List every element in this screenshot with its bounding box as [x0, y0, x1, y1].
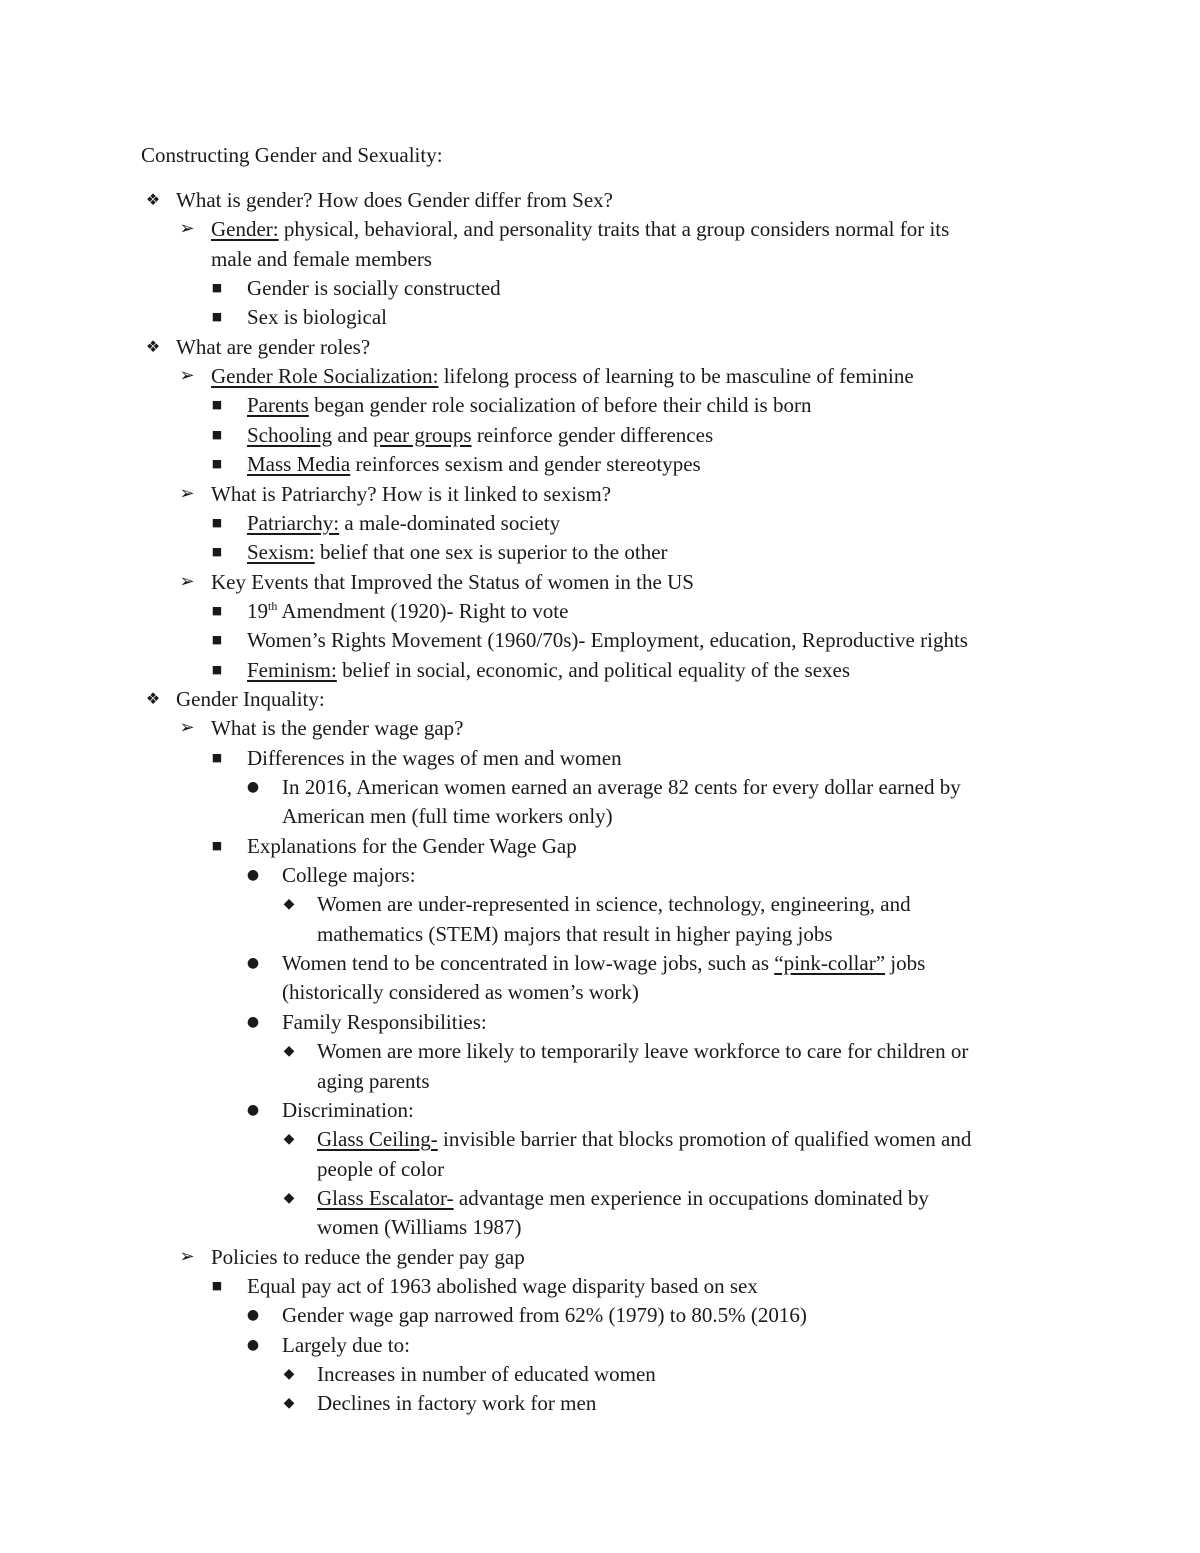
text-run: Women are more likely to temporarily leave workforce to care for children or — [317, 1039, 969, 1064]
diamond-bullet-icon: ◆ — [283, 1189, 295, 1206]
outline-item-text — [317, 889, 911, 919]
outline-item-text — [317, 1212, 521, 1242]
outline-item-text — [282, 1095, 414, 1125]
outline-item-text — [317, 1036, 968, 1066]
outline-item-text — [176, 185, 613, 215]
text-run: Key Events that Improved the Status of women in the US — [211, 569, 694, 594]
outline-item-text — [282, 860, 416, 890]
text-run: began gender role socialization of before their child is born — [308, 393, 812, 418]
square-bullet-icon: ■ — [211, 457, 223, 471]
text-run: Policies to reduce the gender pay gap — [211, 1244, 525, 1269]
text-run: jobs — [885, 951, 926, 976]
text-run: Women tend to be concentrated in low-wage jobs, such as — [282, 951, 775, 976]
text-run: Gender wage gap narrowed from 62% (1979) to 80.5% (2016) — [282, 1303, 807, 1328]
text-run: Gender Inquality: — [176, 686, 325, 711]
four-diamond-bullet-icon: ❖ — [145, 190, 161, 209]
text-run: belief in social, economic, and political equality of the sexes — [336, 657, 851, 682]
text-run: What are gender roles? — [176, 334, 371, 359]
outline-item-text — [247, 625, 968, 655]
outline-item-text — [282, 948, 925, 978]
outline-item-text — [247, 508, 560, 538]
outline-item-text — [282, 801, 613, 831]
underlined-term: Parents — [247, 393, 309, 418]
text-run: Sex is biological — [247, 305, 387, 330]
outline-item-text — [211, 567, 694, 597]
outline-item-text — [247, 273, 501, 303]
superscript: th — [268, 598, 278, 613]
text-run: aging parents — [317, 1068, 430, 1093]
text-run: and — [332, 422, 373, 447]
arrowhead-bullet-icon: ➢ — [179, 1245, 195, 1267]
diamond-bullet-icon: ◆ — [283, 896, 295, 913]
outline-item-text — [317, 1183, 929, 1213]
text-run: What is gender? How does Gender differ from Sex? — [176, 188, 613, 212]
four-diamond-bullet-icon: ❖ — [145, 336, 161, 356]
text-run: Declines in factory work for men — [317, 1391, 597, 1416]
outline-item-text — [211, 361, 914, 391]
outline-item-text — [247, 390, 811, 420]
text-run: College majors: — [282, 863, 416, 888]
underlined-term: Schooling — [247, 422, 333, 447]
outline-item-text — [211, 713, 463, 743]
text-run: What is Patriarchy? How is it linked to sexism? — [211, 481, 612, 506]
text-run: physical, behavioral, and personality traits that a group considers normal for its — [278, 217, 950, 242]
arrowhead-bullet-icon: ➢ — [179, 365, 195, 387]
text-run: Amendment (1920)- Right to vote — [277, 598, 569, 623]
round-bullet-icon: ● — [246, 955, 260, 972]
text-run: Women’s Rights Movement (1960/70s)- Employment, education, Reproductive rights — [247, 628, 968, 653]
text-run: people of color — [317, 1156, 445, 1181]
square-bullet-icon: ■ — [211, 633, 223, 647]
outline-item-text — [247, 596, 568, 626]
text-run: reinforces sexism and gender stereotypes — [350, 452, 701, 477]
square-bullet-icon: ■ — [211, 515, 223, 529]
text-run: Gender is socially constructed — [247, 276, 501, 301]
round-bullet-icon: ● — [246, 1013, 260, 1030]
square-bullet-icon: ■ — [211, 310, 223, 324]
square-bullet-icon: ■ — [211, 281, 223, 295]
square-bullet-icon: ■ — [211, 545, 223, 559]
text-run: Largely due to: — [282, 1332, 410, 1357]
underlined-term: Patriarchy: — [247, 510, 340, 535]
underlined-term: Sexism: — [247, 540, 315, 565]
round-bullet-icon: ● — [246, 1101, 260, 1118]
underlined-term: “pink-collar” — [774, 951, 886, 976]
text-run: Women are under-represented in science, technology, engineering, and — [317, 892, 911, 917]
outline-item-text — [247, 1271, 758, 1301]
four-diamond-bullet-icon: ❖ — [145, 688, 161, 708]
square-bullet-icon: ■ — [211, 427, 223, 441]
outline-item-text — [282, 1007, 487, 1037]
outline-item-text — [211, 479, 611, 509]
text-run: women (Williams 1987) — [317, 1215, 522, 1240]
text-run: Explanations for the Gender Wage Gap — [247, 833, 577, 858]
arrowhead-bullet-icon: ➢ — [179, 482, 195, 504]
outline-item-text — [247, 302, 387, 332]
outline-item-text — [317, 1388, 596, 1418]
text-run: mathematics (STEM) majors that result in higher paying jobs — [317, 921, 833, 946]
outline-item-text — [247, 449, 701, 479]
text-run: belief that one sex is superior to the other — [314, 540, 668, 565]
text-run: In 2016, American women earned an average 82 cents for every dollar earned by — [282, 775, 961, 799]
outline-item-text — [247, 831, 577, 861]
text-run: reinforce gender differences — [471, 422, 714, 447]
outline-item-text — [176, 332, 370, 362]
diamond-bullet-icon: ◆ — [283, 1395, 295, 1412]
outline-item-text — [282, 977, 639, 1007]
outline-item-text — [211, 214, 949, 244]
document-title: Constructing Gender and Sexuality: — [141, 143, 443, 167]
underlined-term: Glass Ceiling- — [317, 1127, 438, 1152]
text-run: 19 — [247, 598, 268, 623]
round-bullet-icon: ● — [246, 1336, 260, 1353]
round-bullet-icon: ● — [246, 779, 260, 795]
arrowhead-bullet-icon: ➢ — [179, 218, 195, 240]
underlined-term: Mass Media — [247, 452, 351, 477]
outline-item-text — [317, 1359, 656, 1389]
underlined-term: Glass Escalator- — [317, 1185, 454, 1210]
outline-item-text — [282, 772, 961, 802]
outline-item-text — [247, 655, 850, 685]
text-run: American men (full time workers only) — [282, 804, 613, 829]
outline-item-text — [282, 1330, 410, 1360]
square-bullet-icon: ■ — [211, 1278, 223, 1292]
diamond-bullet-icon: ◆ — [283, 1366, 295, 1382]
outline-item-text — [317, 919, 833, 949]
diamond-bullet-icon: ◆ — [283, 1043, 295, 1060]
underlined-term: Gender: — [211, 217, 279, 242]
square-bullet-icon: ■ — [211, 838, 223, 852]
text-run: What is the gender wage gap? — [211, 716, 464, 741]
outline-item-text — [247, 743, 622, 773]
outline-item-text — [176, 684, 325, 714]
text-run: Differences in the wages of men and women — [247, 745, 622, 770]
square-bullet-icon: ■ — [211, 398, 223, 412]
outline-item-text — [317, 1066, 430, 1096]
underlined-term: Gender Role Socialization: — [211, 364, 439, 389]
text-run: Discrimination: — [282, 1097, 414, 1122]
text-run: lifelong process of learning to be masculine of feminine — [438, 364, 914, 389]
square-bullet-icon: ■ — [211, 662, 223, 676]
underlined-term: pear groups — [373, 422, 472, 447]
round-bullet-icon: ● — [246, 867, 260, 884]
outline-item-text — [317, 1124, 971, 1154]
round-bullet-icon: ● — [246, 1307, 260, 1324]
square-bullet-icon: ■ — [211, 603, 223, 617]
text-run: invisible barrier that blocks promotion of qualified women and — [437, 1127, 972, 1152]
diamond-bullet-icon: ◆ — [283, 1131, 295, 1148]
text-run: Increases in number of educated women — [317, 1362, 656, 1386]
outline-item-text — [211, 244, 432, 274]
text-run: Family Responsibilities: — [282, 1009, 487, 1034]
text-run: a male-dominated society — [339, 510, 561, 535]
text-run: (historically considered as women’s work) — [282, 980, 639, 1005]
outline-item-text — [317, 1154, 444, 1184]
outline-item-text — [282, 1300, 807, 1330]
outline-item-text — [247, 537, 668, 567]
outline-item-text — [247, 420, 713, 450]
outline-item-text — [211, 1242, 525, 1272]
arrowhead-bullet-icon: ➢ — [179, 717, 195, 739]
text-run: advantage men experience in occupations dominated by — [453, 1185, 929, 1210]
text-run: Equal pay act of 1963 abolished wage disparity based on sex — [247, 1273, 758, 1298]
square-bullet-icon: ■ — [211, 750, 223, 764]
underlined-term: Feminism: — [247, 657, 337, 682]
arrowhead-bullet-icon: ➢ — [179, 570, 195, 592]
text-run: male and female members — [211, 246, 432, 271]
